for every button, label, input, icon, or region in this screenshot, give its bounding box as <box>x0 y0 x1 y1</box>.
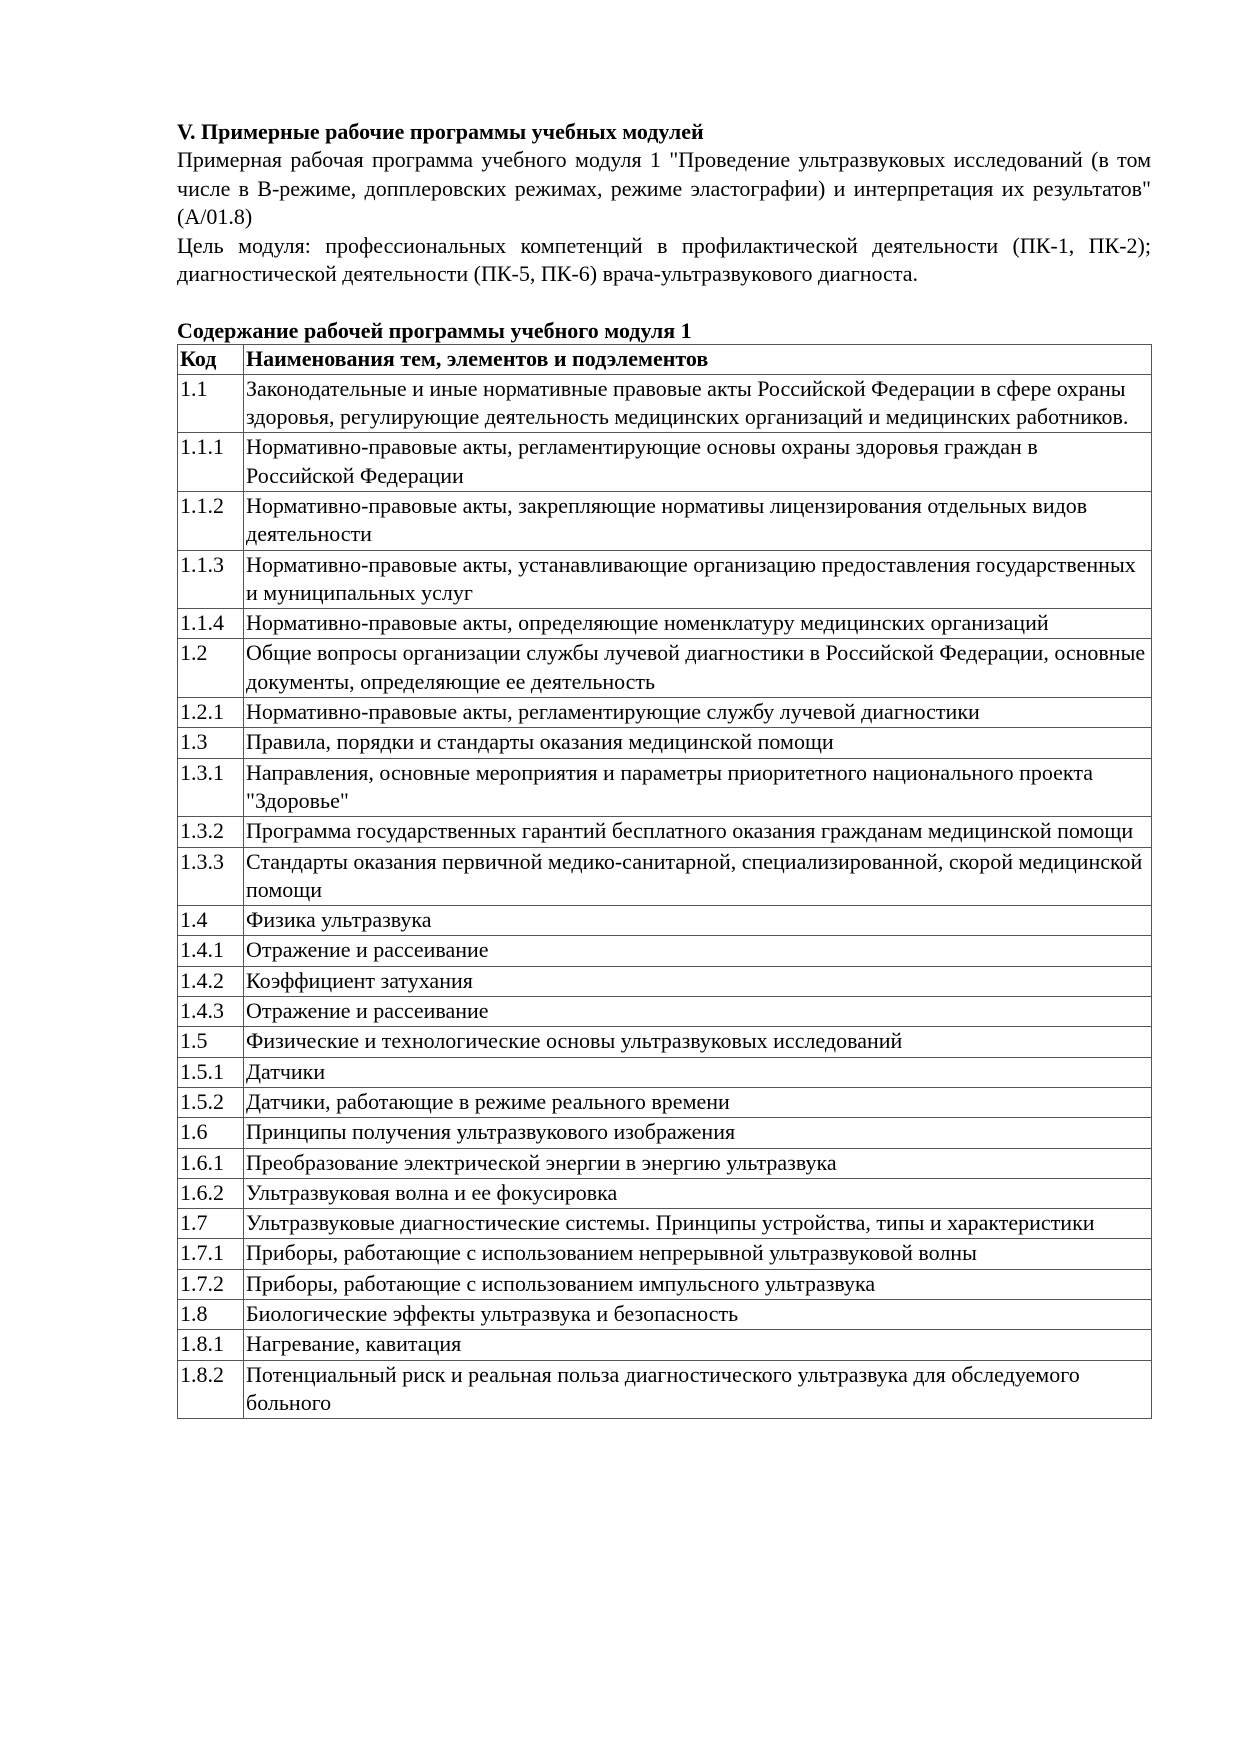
row-name: Нормативно-правовые акты, устанавливающие организацию предоставления государственных и муниципальных услуг <box>244 550 1152 609</box>
row-code: 1.7.1 <box>178 1239 244 1269</box>
row-name: Правила, порядки и стандарты оказания медицинской помощи <box>244 728 1152 758</box>
row-name: Датчики, работающие в режиме реального времени <box>244 1087 1152 1117</box>
row-code: 1.3.1 <box>178 758 244 817</box>
row-code: 1.3 <box>178 728 244 758</box>
row-code: 1.3.3 <box>178 847 244 906</box>
row-code: 1.1.2 <box>178 491 244 550</box>
row-code: 1.5 <box>178 1027 244 1057</box>
table-row <box>178 433 1152 492</box>
row-name: Физика ультразвука <box>244 906 1152 936</box>
row-code: 1.4 <box>178 906 244 936</box>
row-name: Ультразвуковая волна и ее фокусировка <box>244 1178 1152 1208</box>
table-row <box>178 609 1152 639</box>
table-row <box>178 639 1152 698</box>
table-row <box>178 1027 1152 1057</box>
row-name: Биологические эффекты ультразвука и безопасность <box>244 1300 1152 1330</box>
row-code: 1.7.2 <box>178 1269 244 1299</box>
row-code: 1.4.1 <box>178 936 244 966</box>
row-code: 1.2 <box>178 639 244 698</box>
row-code: 1.7 <box>178 1209 244 1239</box>
row-code: 1.1.3 <box>178 550 244 609</box>
row-name: Физические и технологические основы ультразвуковых исследований <box>244 1027 1152 1057</box>
row-code: 1.4.3 <box>178 997 244 1027</box>
row-name: Потенциальный риск и реальная польза диагностического ультразвука для обследуемого больного <box>244 1360 1152 1419</box>
table-row <box>178 1209 1152 1239</box>
row-code: 1.8.2 <box>178 1360 244 1419</box>
table-title: Содержание рабочей программы учебного модуля 1 <box>177 317 692 343</box>
row-name: Нагревание, кавитация <box>244 1330 1152 1360</box>
table-row <box>178 1178 1152 1208</box>
row-name: Стандарты оказания первичной медико-санитарной, специализированной, скорой медицинской помощи <box>244 847 1152 906</box>
row-code: 1.1.4 <box>178 609 244 639</box>
row-code: 1.8 <box>178 1300 244 1330</box>
row-name: Программа государственных гарантий бесплатного оказания гражданам медицинской помощи <box>244 817 1152 847</box>
header-code: Код <box>178 344 244 374</box>
row-name: Общие вопросы организации службы лучевой диагностики в Российской Федерации, основные документы, определяющие ее деятельность <box>244 639 1152 698</box>
table-row <box>178 936 1152 966</box>
content-table <box>177 344 1152 1420</box>
table-row <box>178 1300 1152 1330</box>
row-name: Приборы, работающие с использованием импульсного ультразвука <box>244 1269 1152 1299</box>
table-row <box>178 1118 1152 1148</box>
row-code: 1.3.2 <box>178 817 244 847</box>
header-name: Наименования тем, элементов и подэлементов <box>244 344 1152 374</box>
table-row <box>178 1148 1152 1178</box>
table-body <box>178 374 1152 1418</box>
row-code: 1.5.1 <box>178 1057 244 1087</box>
module-intro-paragraph: Примерная рабочая программа учебного модуля 1 "Проведение ультразвуковых исследований (в том числе в В-режиме, допплеровских режимах, режиме эластографии) и интерпретация их результатов" (А/01.8) <box>177 147 1151 229</box>
table-row <box>178 1087 1152 1117</box>
row-code: 1.8.1 <box>178 1330 244 1360</box>
section-heading: V. Примерные рабочие программы учебных модулей <box>177 119 704 144</box>
row-name: Приборы, работающие с использованием непрерывной ультразвуковой волны <box>244 1239 1152 1269</box>
row-name: Преобразование электрической энергии в энергию ультразвука <box>244 1148 1152 1178</box>
table-row <box>178 550 1152 609</box>
table-row <box>178 997 1152 1027</box>
row-name: Отражение и рассеивание <box>244 997 1152 1027</box>
row-code: 1.5.2 <box>178 1087 244 1117</box>
table-row <box>178 966 1152 996</box>
table-row <box>178 906 1152 936</box>
table-row <box>178 698 1152 728</box>
table-row <box>178 728 1152 758</box>
row-code: 1.6 <box>178 1118 244 1148</box>
table-row <box>178 491 1152 550</box>
row-name: Законодательные и иные нормативные правовые акты Российской Федерации в сфере охраны здоровья, регулирующие деятельность медицинских организаций и медицинских работников. <box>244 374 1152 433</box>
table-row <box>178 1239 1152 1269</box>
row-name: Направления, основные мероприятия и параметры приоритетного национального проекта "Здоровье" <box>244 758 1152 817</box>
row-code: 1.4.2 <box>178 966 244 996</box>
row-name: Ультразвуковые диагностические системы. Принципы устройства, типы и характеристики <box>244 1209 1152 1239</box>
row-name: Нормативно-правовые акты, регламентирующие основы охраны здоровья граждан в Российской Федерации <box>244 433 1152 492</box>
table-row <box>178 1360 1152 1419</box>
table-row <box>178 1269 1152 1299</box>
table-row <box>178 1057 1152 1087</box>
spacer <box>177 289 1151 317</box>
table-row <box>178 758 1152 817</box>
module-goal-paragraph: Цель модуля: профессиональных компетенций в профилактической деятельности (ПК-1, ПК-2); диагностической деятельности (ПК-5, ПК-6) врача-ультразвукового диагноста. <box>177 232 1151 286</box>
row-name: Нормативно-правовые акты, определяющие номенклатуру медицинских организаций <box>244 609 1152 639</box>
table-row <box>178 374 1152 433</box>
row-name: Коэффициент затухания <box>244 966 1152 996</box>
table-row <box>178 1330 1152 1360</box>
table-header-row <box>178 344 1152 374</box>
row-name: Принципы получения ультразвукового изображения <box>244 1118 1152 1148</box>
row-code: 1.1 <box>178 374 244 433</box>
row-code: 1.2.1 <box>178 698 244 728</box>
row-name: Датчики <box>244 1057 1152 1087</box>
row-code: 1.6.2 <box>178 1178 244 1208</box>
row-name: Нормативно-правовые акты, регламентирующие службу лучевой диагностики <box>244 698 1152 728</box>
document-page <box>177 118 1151 1419</box>
table-row <box>178 817 1152 847</box>
row-name: Нормативно-правовые акты, закрепляющие нормативы лицензирования отдельных видов деятельности <box>244 491 1152 550</box>
row-code: 1.6.1 <box>178 1148 244 1178</box>
row-name: Отражение и рассеивание <box>244 936 1152 966</box>
table-row <box>178 847 1152 906</box>
row-code: 1.1.1 <box>178 433 244 492</box>
